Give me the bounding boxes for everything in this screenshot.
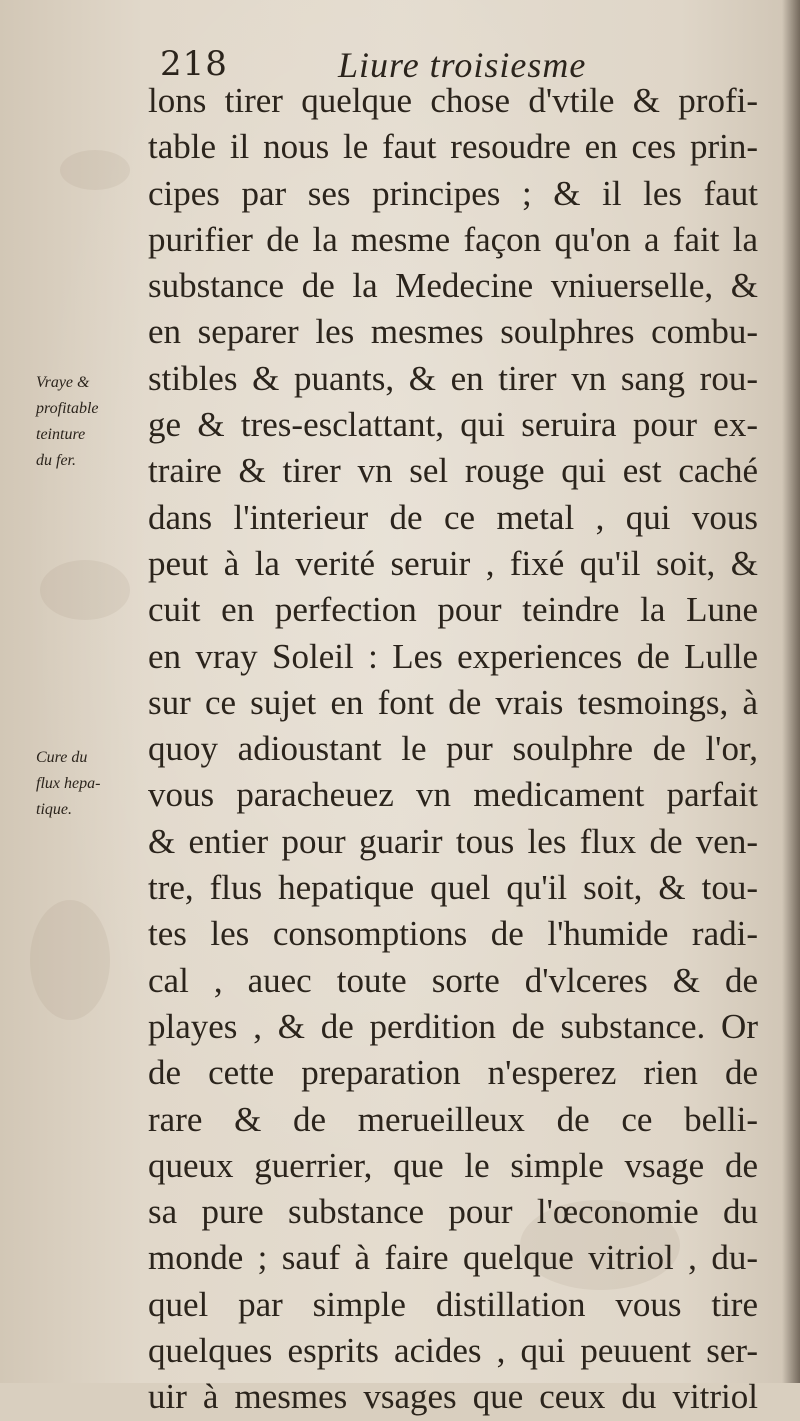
text-line: rare & de merueilleux de ce belli- — [148, 1099, 758, 1139]
text-line: quoy adioustant le pur soulphre de l'or, — [148, 729, 758, 769]
text-line: traire & tirer vn sel rouge qui est caché — [148, 451, 758, 491]
text-line: vous paracheuez vn medicament parfait — [148, 775, 758, 815]
text-line: quel par simple distillation vous tire — [148, 1284, 758, 1324]
text-line: tes les consomptions de l'humide radi- — [148, 914, 758, 954]
paper-stain — [60, 150, 130, 190]
text-line: table il nous le faut resoudre en ces prin- — [148, 127, 758, 167]
text-line: peut à la verité seruir , fixé qu'il soit, & — [148, 543, 758, 583]
paper-stain — [30, 900, 110, 1020]
text-line: uir à mesmes vsages que ceux du vitriol — [148, 1377, 758, 1417]
margin-note-line: Vraye & — [36, 374, 90, 391]
margin-note-line: profitable — [36, 400, 99, 417]
text-line: dans l'interieur de ce metal , qui vous — [148, 497, 758, 537]
margin-note-line: teinture — [36, 426, 86, 443]
text-line: monde ; sauf à faire quelque vitriol , du- — [148, 1238, 758, 1278]
text-line: cuit en perfection pour teindre la Lune — [148, 590, 758, 630]
text-line: cal , auec toute sorte d'vlceres & de — [148, 960, 758, 1000]
text-line: substance de la Medecine vniuerselle, & — [148, 266, 758, 306]
text-line: quelques esprits acides , qui peuuent ser- — [148, 1331, 758, 1371]
page-number: 218 — [160, 44, 228, 84]
text-line: stibles & puants, & en tirer vn sang rou- — [148, 358, 758, 398]
text-line: de cette preparation n'esperez rien de — [148, 1053, 758, 1093]
text-line: tre, flus hepatique quel qu'il soit, & tou- — [148, 868, 758, 908]
margin-note-line: tique. — [36, 801, 72, 818]
paper-stain — [40, 560, 130, 620]
text-line: & entier pour guarir tous les flux de ven- — [148, 821, 758, 861]
running-title: Liure troisiesme — [338, 45, 587, 85]
margin-note-line: flux hepa- — [36, 775, 101, 792]
margin-note-line: du fer. — [36, 452, 76, 469]
page-gutter-shadow — [782, 0, 800, 1383]
text-line: en separer les mesmes soulphres combu- — [148, 312, 758, 352]
text-line: queux guerrier, que le simple vsage de — [148, 1145, 758, 1185]
text-line: purifier de la mesme façon qu'on a fait la — [148, 219, 758, 259]
margin-note-iron-tincture — [36, 370, 136, 474]
text-line: playes , & de perdition de substance. Or — [148, 1006, 758, 1046]
text-line: sa pure substance pour l'œconomie du — [148, 1192, 758, 1232]
text-line: en vray Soleil : Les experiences de Lulle — [148, 636, 758, 676]
body-text — [148, 78, 758, 1421]
margin-note-line: Cure du — [36, 749, 88, 766]
text-line: ge & tres-esclattant, qui seruira pour ex- — [148, 405, 758, 445]
text-line: sur ce sujet en font de vrais tesmoings, à — [148, 682, 758, 722]
text-line: cipes par ses principes ; & il les faut — [148, 173, 758, 213]
text-line: lons tirer quelque chose d'vtile & profi- — [148, 81, 758, 120]
margin-note-hepatic-flux — [36, 745, 136, 823]
